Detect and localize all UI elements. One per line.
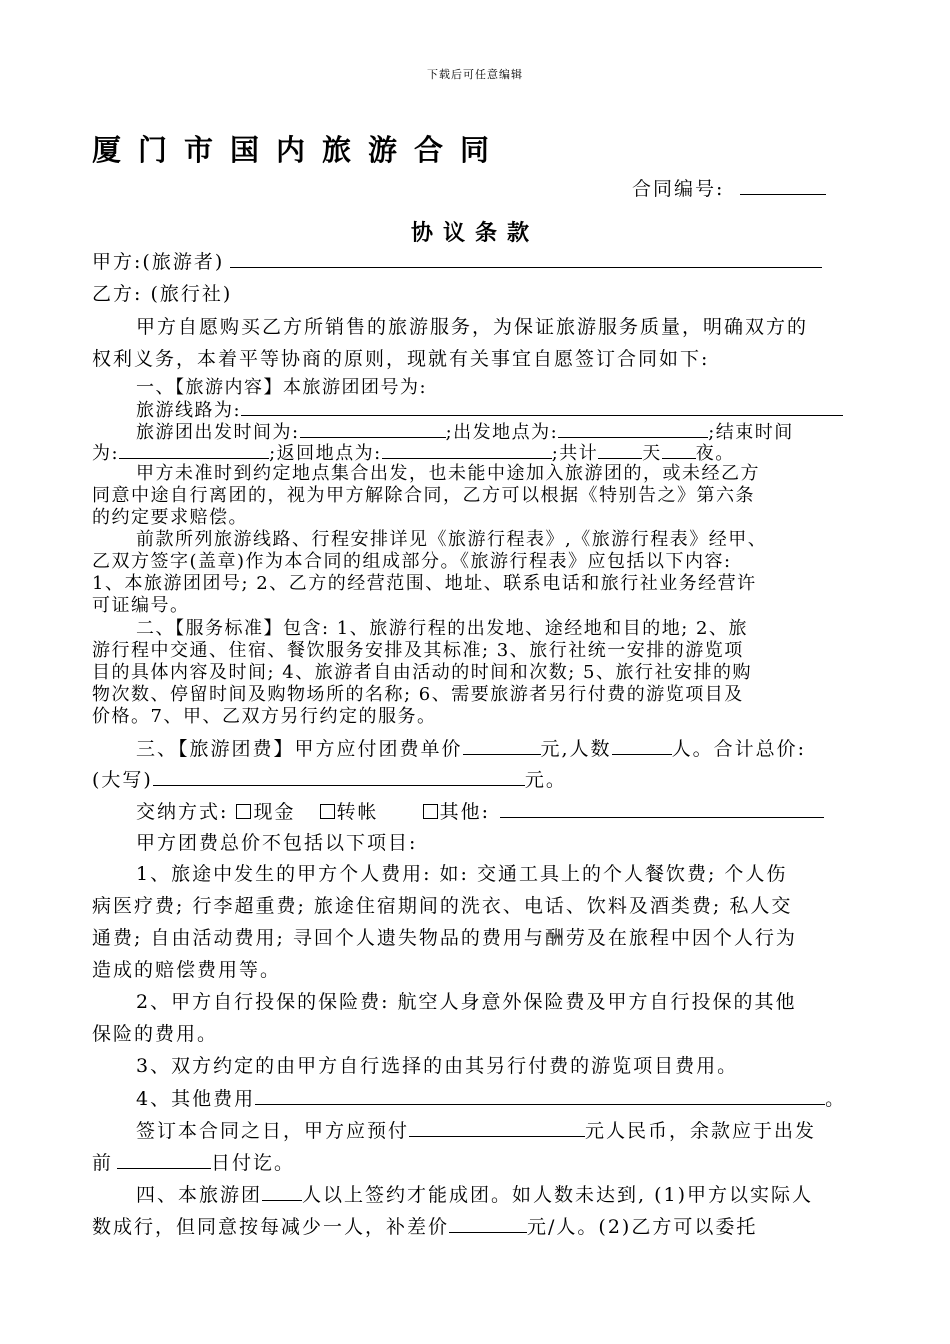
contract-number [632,174,826,201]
s2-line-3: 目的具体内容及时间; 4、旅游者自由活动的时间和次数; 5、旅行社安排的购 [92,662,752,683]
other-blank[interactable] [500,800,824,818]
route-line [136,398,843,422]
route-blank[interactable] [241,398,843,416]
depart-time-label: 旅游团出发时间为: [136,422,300,443]
p1-line-1: 甲方未准时到约定地点集合出发，也未能中途加入旅游团的，或未经乙方 [136,463,760,484]
p1-line-3: 的约定要求赔偿。 [92,507,248,528]
surcharge-rest: 元/人。(2)乙方可以委托 [527,1216,758,1238]
exclusion-1-line-4: 造成的赔偿费用等。 [92,959,282,981]
total-price-label: 人。合计总价: [671,738,806,760]
surcharge-label: 数成行，但同意按每减少一人，补差价 [92,1216,450,1238]
exclusion-1-line-2: 病医疗费; 行李超重费; 旅途住宿期间的洗衣、电话、饮料及酒类费; 私人交 [92,895,793,917]
prepay-blank[interactable] [409,1119,585,1137]
people-label: 元,人数 [540,738,612,760]
night-label: 夜。 [695,443,735,464]
other-fees-end: 。 [825,1088,847,1110]
days-blank[interactable] [598,441,642,459]
cash-label: 现金 [253,801,296,823]
total-words-unit: 元。 [524,769,567,791]
intro-line-1: 甲方自愿购买乙方所销售的旅游服务，为保证旅游服务质量，明确双方的 [136,316,809,338]
total-label: ;共计 [551,443,599,464]
days-before-blank[interactable] [117,1151,211,1169]
page-header: 下载后可任意编辑 [427,68,523,81]
min-people-rest: 人以上签约才能成团。如人数未达到, (1)甲方以实际人 [302,1184,814,1206]
s2-line-2: 游行程中交通、住宿、餐饮服务安排及其标准; 3、旅行社统一安排的游览项 [92,640,744,661]
paid-label: 日付讫。 [211,1152,296,1174]
party-a-line [92,250,822,273]
exclusion-4 [136,1087,846,1110]
fee-unit-label: 三、【旅游团费】甲方应付团费单价 [136,738,463,760]
other-fees-blank[interactable] [255,1087,825,1105]
min-people-blank[interactable] [262,1183,302,1201]
s2-line-1: 二、【服务标准】包含: 1、旅游行程的出发地、途经地和目的地; 2、旅 [136,618,748,639]
payment-label: 交纳方式: [136,801,229,823]
document-title: 厦门市国内旅游合同 [92,133,507,167]
party-a-blank[interactable] [230,250,822,268]
total-words-line [92,768,567,791]
transfer-checkbox[interactable] [320,804,335,819]
p1-line-2: 同意中途自行离团的，视为甲方解除合同，乙方可以根据《特别告之》第六条 [92,485,755,506]
p2-line-3: 1、本旅游团团号; 2、乙方的经营范围、地址、联系电话和旅行社业务经营许 [92,573,757,594]
end-time-blank[interactable] [119,441,269,459]
total-words-label: (大写) [92,769,153,791]
return-place-label: ;返回地点为: [269,443,382,464]
exclusion-2-line-2: 保险的费用。 [92,1023,219,1045]
end-time-label-cont: 为: [92,443,120,464]
intro-line-2: 权利义务，本着平等协商的原则，现就有关事宜自愿签订合同如下: [92,348,710,370]
p2-line-4: 可证编号。 [92,595,190,616]
total-words-blank[interactable] [153,768,525,786]
s2-line-5: 价格。7、甲、乙双方另行约定的服务。 [92,706,437,727]
exclusion-1-line-1: 1、旅途中发生的甲方个人费用: 如: 交通工具上的个人餐饮费; 个人伤 [136,863,788,885]
prepay-line-1 [136,1119,816,1142]
other-label: 其他: [439,801,490,823]
payment-line [136,800,824,823]
depart-place-label: ;出发地点为: [445,422,559,443]
fee-unit-blank[interactable] [463,737,541,755]
p2-line-2: 乙双方签字(盖章)作为本合同的组成部分。《旅游行程表》应包括以下内容: [92,551,732,572]
section-subtitle: 协议条款 [410,221,539,246]
contract-number-blank[interactable] [740,177,826,195]
other-checkbox[interactable] [423,804,438,819]
s4-line-1 [136,1183,813,1206]
exclusion-2-line-1: 2、甲方自行投保的保险费: 航空人身意外保险费及甲方自行投保的其他 [136,991,797,1013]
return-line [92,441,735,465]
depart-time-blank[interactable] [300,420,446,438]
exclusions-title: 甲方团费总价不包括以下项目: [136,832,418,854]
section-1-title: 一、【旅游内容】本旅游团团号为: [136,377,428,398]
route-label: 旅游线路为: [136,400,242,421]
return-place-blank[interactable] [382,441,552,459]
day-label: 天 [642,443,662,464]
other-fees-label: 4、其他费用 [136,1088,256,1110]
people-blank[interactable] [612,737,672,755]
cash-checkbox[interactable] [236,804,251,819]
p2-line-1: 前款所列旅游线路、行程安排详见《旅游行程表》,《旅游行程表》经甲、 [136,529,768,550]
transfer-label: 转帐 [336,801,379,823]
prepay-line-2 [92,1151,295,1174]
balance-label: 元人民币，余款应于出发 [585,1120,817,1142]
surcharge-blank[interactable] [449,1215,527,1233]
s4-line-2 [92,1215,757,1238]
before-label: 前 [92,1152,114,1174]
party-b-line: 乙方: (旅行社) [92,283,233,305]
fee-line [136,737,806,760]
contract-number-label: 合同编号: [632,178,725,200]
exclusion-3: 3、双方约定的由甲方自行选择的由其另行付费的游览项目费用。 [136,1055,739,1077]
prepay-label: 签订本合同之日，甲方应预付 [136,1120,410,1142]
exclusion-1-line-3: 通费; 自由活动费用; 寻回个人遗失物品的费用与酬劳及在旅程中因个人行为 [92,927,797,949]
depart-place-blank[interactable] [558,420,708,438]
end-time-label: ;结束时间 [708,422,794,443]
min-people-label: 四、本旅游团 [136,1184,263,1206]
nights-blank[interactable] [662,441,696,459]
party-a-label: 甲方:(旅游者) [92,251,225,273]
s2-line-4: 物次数、停留时间及购物场所的名称; 6、需要旅游者另行付费的游览项目及 [92,684,744,705]
